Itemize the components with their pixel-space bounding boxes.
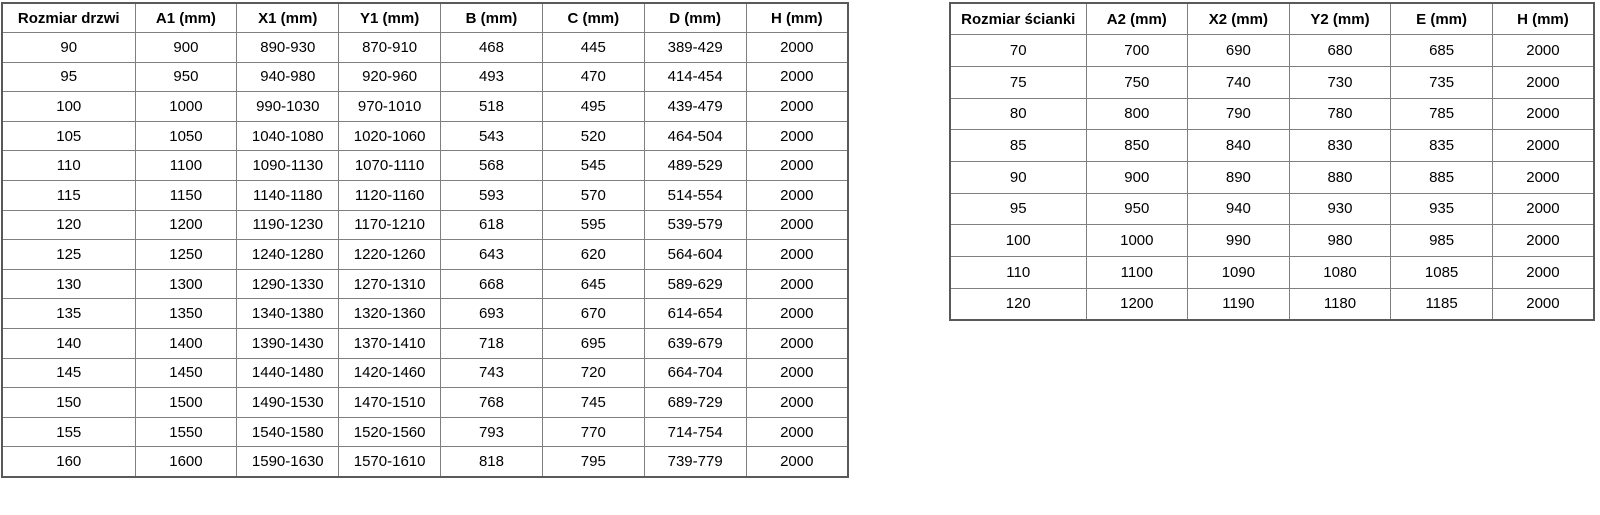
header-cell: C (mm) [542, 3, 644, 33]
table-row [950, 161, 1594, 193]
table-cell: 545 [542, 151, 644, 181]
table-cell: 790 [1188, 98, 1290, 130]
table-cell: 95 [2, 62, 135, 92]
table-cell: 2000 [746, 299, 848, 329]
table-cell: 2000 [746, 388, 848, 418]
header-cell: H (mm) [1492, 3, 1594, 35]
table-cell: 1520-1560 [339, 417, 441, 447]
table-cell: 900 [1086, 161, 1188, 193]
table-cell: 2000 [1492, 257, 1594, 289]
table-cell: 1320-1360 [339, 299, 441, 329]
header-cell: D (mm) [644, 3, 746, 33]
table-cell: 1150 [135, 181, 237, 211]
table-row [2, 417, 848, 447]
table-cell: 1220-1260 [339, 240, 441, 270]
table-cell: 2000 [746, 33, 848, 63]
table-cell: 595 [542, 210, 644, 240]
table-cell: 130 [2, 269, 135, 299]
table-cell: 468 [441, 33, 543, 63]
table-cell: 115 [2, 181, 135, 211]
table-row [2, 269, 848, 299]
table-cell: 743 [441, 358, 543, 388]
table-row [2, 447, 848, 477]
table-row [2, 329, 848, 359]
header-cell: Y1 (mm) [339, 3, 441, 33]
table-cell: 970-1010 [339, 92, 441, 122]
table-row [2, 121, 848, 151]
table-cell: 1350 [135, 299, 237, 329]
table-cell: 125 [2, 240, 135, 270]
table-cell: 620 [542, 240, 644, 270]
table-cell: 730 [1289, 66, 1391, 98]
table-cell: 2000 [746, 92, 848, 122]
table-cell: 570 [542, 181, 644, 211]
table-cell: 489-529 [644, 151, 746, 181]
table-cell: 1020-1060 [339, 121, 441, 151]
table-cell: 495 [542, 92, 644, 122]
header-cell: A2 (mm) [1086, 3, 1188, 35]
table-cell: 1270-1310 [339, 269, 441, 299]
table-cell: 685 [1391, 35, 1493, 67]
table-cell: 693 [441, 299, 543, 329]
table-cell: 593 [441, 181, 543, 211]
header-cell: Rozmiar drzwi [2, 3, 135, 33]
header-cell: H (mm) [746, 3, 848, 33]
table-cell: 1240-1280 [237, 240, 339, 270]
table-cell: 140 [2, 329, 135, 359]
table-cell: 1000 [135, 92, 237, 122]
table-cell: 680 [1289, 35, 1391, 67]
table-cell: 100 [950, 225, 1086, 257]
table-cell: 543 [441, 121, 543, 151]
table-cell: 2000 [1492, 288, 1594, 320]
table-cell: 2000 [1492, 225, 1594, 257]
table-cell: 160 [2, 447, 135, 477]
table-cell: 800 [1086, 98, 1188, 130]
table-cell: 2000 [746, 181, 848, 211]
table-cell: 880 [1289, 161, 1391, 193]
table-cell: 920-960 [339, 62, 441, 92]
table-cell: 1250 [135, 240, 237, 270]
table-cell: 1085 [1391, 257, 1493, 289]
table-cell: 1100 [135, 151, 237, 181]
table-cell: 714-754 [644, 417, 746, 447]
table-cell: 2000 [1492, 35, 1594, 67]
header-cell: Y2 (mm) [1289, 3, 1391, 35]
table-cell: 950 [1086, 193, 1188, 225]
header-cell: Rozmiar ścianki [950, 3, 1086, 35]
table-cell: 445 [542, 33, 644, 63]
table-cell: 95 [950, 193, 1086, 225]
wall-table-body [950, 35, 1594, 320]
table-cell: 1200 [1086, 288, 1188, 320]
table-cell: 885 [1391, 161, 1493, 193]
table-cell: 795 [542, 447, 644, 477]
table-cell: 1050 [135, 121, 237, 151]
header-cell: X1 (mm) [237, 3, 339, 33]
table-cell: 2000 [1492, 66, 1594, 98]
table-cell: 85 [950, 130, 1086, 162]
table-cell: 1090 [1188, 257, 1290, 289]
table-cell: 643 [441, 240, 543, 270]
table-cell: 155 [2, 417, 135, 447]
table-cell: 718 [441, 329, 543, 359]
table-cell: 990 [1188, 225, 1290, 257]
table-cell: 2000 [1492, 193, 1594, 225]
table-cell: 70 [950, 35, 1086, 67]
table-cell: 514-554 [644, 181, 746, 211]
table-cell: 105 [2, 121, 135, 151]
table-cell: 110 [2, 151, 135, 181]
table-cell: 890 [1188, 161, 1290, 193]
table-row [950, 130, 1594, 162]
table-cell: 2000 [746, 62, 848, 92]
table-cell: 414-454 [644, 62, 746, 92]
table-cell: 2000 [746, 329, 848, 359]
table-cell: 1040-1080 [237, 121, 339, 151]
table-cell: 2000 [746, 417, 848, 447]
table-cell: 940 [1188, 193, 1290, 225]
table-cell: 900 [135, 33, 237, 63]
table-row [2, 388, 848, 418]
table-cell: 1500 [135, 388, 237, 418]
table-cell: 2000 [1492, 161, 1594, 193]
table-cell: 1470-1510 [339, 388, 441, 418]
table-cell: 639-679 [644, 329, 746, 359]
table-cell: 840 [1188, 130, 1290, 162]
table-cell: 520 [542, 121, 644, 151]
table-cell: 439-479 [644, 92, 746, 122]
table-row [2, 210, 848, 240]
table-cell: 930 [1289, 193, 1391, 225]
table-cell: 1370-1410 [339, 329, 441, 359]
header-cell: E (mm) [1391, 3, 1493, 35]
table-cell: 1190 [1188, 288, 1290, 320]
door-size-table [1, 2, 849, 478]
table-cell: 1185 [1391, 288, 1493, 320]
table-cell: 770 [542, 417, 644, 447]
table-cell: 1180 [1289, 288, 1391, 320]
table-cell: 2000 [746, 447, 848, 477]
table-cell: 695 [542, 329, 644, 359]
table-cell: 1440-1480 [237, 358, 339, 388]
table-cell: 1450 [135, 358, 237, 388]
table-cell: 1340-1380 [237, 299, 339, 329]
table-cell: 818 [441, 447, 543, 477]
table-cell: 689-729 [644, 388, 746, 418]
table-cell: 1540-1580 [237, 417, 339, 447]
table-cell: 940-980 [237, 62, 339, 92]
table-cell: 768 [441, 388, 543, 418]
table-cell: 985 [1391, 225, 1493, 257]
table-cell: 1400 [135, 329, 237, 359]
table-cell: 1490-1530 [237, 388, 339, 418]
table-cell: 793 [441, 417, 543, 447]
table-cell: 1140-1180 [237, 181, 339, 211]
table-row [2, 181, 848, 211]
table-cell: 700 [1086, 35, 1188, 67]
table-cell: 1190-1230 [237, 210, 339, 240]
table-cell: 1300 [135, 269, 237, 299]
table-cell: 1100 [1086, 257, 1188, 289]
table-cell: 150 [2, 388, 135, 418]
table-row [2, 299, 848, 329]
table-cell: 745 [542, 388, 644, 418]
table-cell: 135 [2, 299, 135, 329]
table-cell: 1390-1430 [237, 329, 339, 359]
table-cell: 120 [2, 210, 135, 240]
table-row [950, 193, 1594, 225]
table-row [2, 62, 848, 92]
table-cell: 664-704 [644, 358, 746, 388]
header-cell: A1 (mm) [135, 3, 237, 33]
table-cell: 1170-1210 [339, 210, 441, 240]
table-cell: 145 [2, 358, 135, 388]
table-cell: 80 [950, 98, 1086, 130]
table-cell: 539-579 [644, 210, 746, 240]
table-cell: 720 [542, 358, 644, 388]
table-cell: 990-1030 [237, 92, 339, 122]
table-cell: 100 [2, 92, 135, 122]
table-cell: 835 [1391, 130, 1493, 162]
table-cell: 1420-1460 [339, 358, 441, 388]
table-cell: 75 [950, 66, 1086, 98]
table-cell: 1550 [135, 417, 237, 447]
table-cell: 750 [1086, 66, 1188, 98]
table-cell: 950 [135, 62, 237, 92]
table-cell: 90 [950, 161, 1086, 193]
door-table-body [2, 33, 848, 477]
table-cell: 1090-1130 [237, 151, 339, 181]
wall-size-table [949, 2, 1595, 321]
table-cell: 2000 [746, 210, 848, 240]
table-cell: 1590-1630 [237, 447, 339, 477]
table-cell: 1290-1330 [237, 269, 339, 299]
table-cell: 120 [950, 288, 1086, 320]
table-row [950, 288, 1594, 320]
table-cell: 564-604 [644, 240, 746, 270]
table-cell: 2000 [746, 121, 848, 151]
table-cell: 740 [1188, 66, 1290, 98]
table-cell: 668 [441, 269, 543, 299]
table-cell: 614-654 [644, 299, 746, 329]
table-cell: 2000 [746, 269, 848, 299]
table-cell: 464-504 [644, 121, 746, 151]
table-row [2, 92, 848, 122]
table-cell: 785 [1391, 98, 1493, 130]
table-cell: 1600 [135, 447, 237, 477]
table-cell: 670 [542, 299, 644, 329]
table-cell: 2000 [746, 151, 848, 181]
table-row [950, 257, 1594, 289]
table-cell: 90 [2, 33, 135, 63]
table-row [950, 98, 1594, 130]
table-cell: 870-910 [339, 33, 441, 63]
table-row [2, 240, 848, 270]
header-cell: B (mm) [441, 3, 543, 33]
table-cell: 618 [441, 210, 543, 240]
door-table-header-row [2, 3, 848, 33]
table-cell: 2000 [1492, 130, 1594, 162]
table-row [2, 151, 848, 181]
table-cell: 568 [441, 151, 543, 181]
table-cell: 470 [542, 62, 644, 92]
table-cell: 850 [1086, 130, 1188, 162]
table-cell: 1570-1610 [339, 447, 441, 477]
table-cell: 1080 [1289, 257, 1391, 289]
table-row [2, 358, 848, 388]
table-cell: 935 [1391, 193, 1493, 225]
table-cell: 1070-1110 [339, 151, 441, 181]
table-cell: 830 [1289, 130, 1391, 162]
table-cell: 389-429 [644, 33, 746, 63]
table-cell: 1000 [1086, 225, 1188, 257]
table-row [2, 33, 848, 63]
table-cell: 589-629 [644, 269, 746, 299]
table-row [950, 35, 1594, 67]
table-cell: 645 [542, 269, 644, 299]
table-cell: 1200 [135, 210, 237, 240]
table-cell: 690 [1188, 35, 1290, 67]
table-cell: 735 [1391, 66, 1493, 98]
table-cell: 110 [950, 257, 1086, 289]
table-cell: 2000 [746, 358, 848, 388]
table-cell: 2000 [1492, 98, 1594, 130]
table-cell: 739-779 [644, 447, 746, 477]
header-cell: X2 (mm) [1188, 3, 1290, 35]
table-row [950, 66, 1594, 98]
table-cell: 780 [1289, 98, 1391, 130]
table-cell: 518 [441, 92, 543, 122]
wall-table-header-row [950, 3, 1594, 35]
table-row [950, 225, 1594, 257]
table-cell: 980 [1289, 225, 1391, 257]
table-cell: 493 [441, 62, 543, 92]
table-cell: 2000 [746, 240, 848, 270]
table-cell: 1120-1160 [339, 181, 441, 211]
table-cell: 890-930 [237, 33, 339, 63]
